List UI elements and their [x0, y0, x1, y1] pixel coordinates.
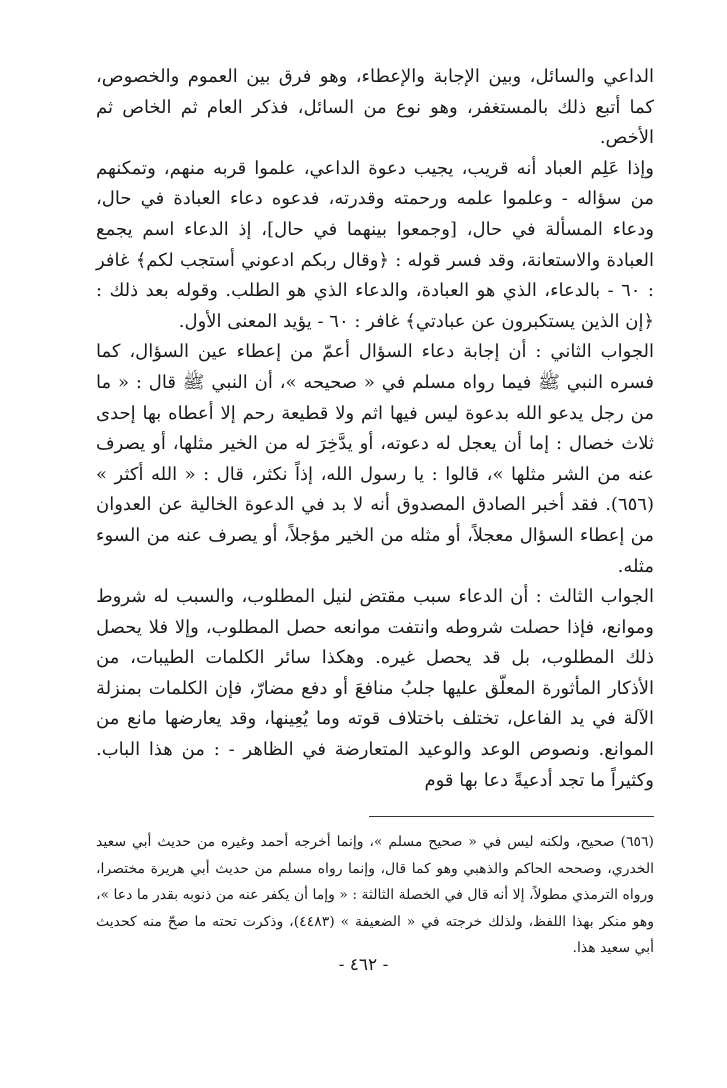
footnotes	[96, 829, 654, 962]
page-number: - ٤٦٢ -	[338, 955, 389, 975]
paragraph-1: الداعي والسائل، وبين الإجابة والإعطاء، وهو فرق بين العموم والخصوص، كما أتبع ذلك بالمستغفر، وهو نوع من السائل، فذكر العام ثم الخاص ثم الأخص.	[96, 66, 654, 149]
page-body	[96, 62, 654, 962]
paragraph-4: الجواب الثالث : أن الدعاء سبب مقتض لنيل المطلوب، والسبب له شروط وموانع، فإذا حصلت شروطه وانتفت موانعه حصل المطلوب، وإلا فلا يحصل ذلك المطلوب، بل قد يحصل غيره. وهكذا سائر الكلمات الطيبات، من الأذكار المأثورة المعلّق عليها جلبُ منافعَ أو دفع مضارّ، فإن الكلمات بمنزلة الآلة في يد الفاعل، تختلف باختلاف قوته وما يُعِينها، وقد يعارضها مانع من الموانع. ونصوص الوعد والوعيد المتعارضة في الظاهر - : من هذا الباب. وكثيراً ما تجد أدعيةً دعا بها قوم	[96, 586, 654, 791]
footnote-divider	[369, 816, 654, 817]
footnote-656: (٦٥٦) صحيح، ولكنه ليس في « صحيح مسلم »، وإنما أخرجه أحمد وغيره من حديث أبي سعيد الخدري، وصححه الحاكم والذهبي وهو كما قال، وإنما رواه مسلم من حديث أبي هريرة مختصرا، ورواه الترمذي مطولاً، إلا أنه قال في الخصلة الثالثة : « وإما أن يكفر عنه من ذنوبه بقدر ما دعا »، وهو منكر بهذا اللفظ، ولذلك خرجته في « الضعيفة » (٤٤٨٣)، وذكرت تحته ما صحّ منه كحديث أبي سعيد هذا.	[95, 834, 654, 957]
paragraph-2: وإذا عَلِم العباد أنه قريب، يجيب دعوة الداعي، علموا قربه منهم، وتمكنهم من سؤاله - وعلموا علمه ورحمته وقدرته، فدعوه دعاء العبادة في حال، ودعاء المسألة في حال، [وجمعوا بينهما في حال]، إذ الدعاء اسم يجمع العبادة والاستعانة، وقد فسر قوله : ﴿وقال ربكم ادعوني أستجب لكم﴾ غافر : ٦٠ - بالدعاء، الذي هو العبادة، والدعاء الذي هو الطلب. وقوله بعد ذلك : ﴿إن الذين يستكبرون عن عبادتي﴾ غافر : ٦٠ - يؤيد المعنى الأول.	[96, 157, 654, 332]
paragraph-3: الجواب الثاني : أن إجابة دعاء السؤال أعمّ من إعطاء عين السؤال، كما فسره النبي ﷺ فيما رواه مسلم في « صحيحه »، أن النبي ﷺ قال : « ما من رجل يدعو الله بدعوة ليس فيها اثم ولا قطيعة رحم إلا أعطاه بها إحدى ثلاث خصال : إما أن يعجل له دعوته، أو يدَّخِرَ له من الخير مثلها، أو يصرف عنه من الشر مثلها »، قالوا : يا رسول الله، إذاً نكثر، قال : « الله أكثر » (٦٥٦). فقد أخبر الصادق المصدوق أنه لا بد في الدعوة الخالية عن العدوان من إعطاء السؤال معجلاً، أو مثله من الخير مؤجلاً، أو يصرف عنه من السوء مثله.	[96, 341, 654, 577]
main-text	[96, 62, 654, 796]
